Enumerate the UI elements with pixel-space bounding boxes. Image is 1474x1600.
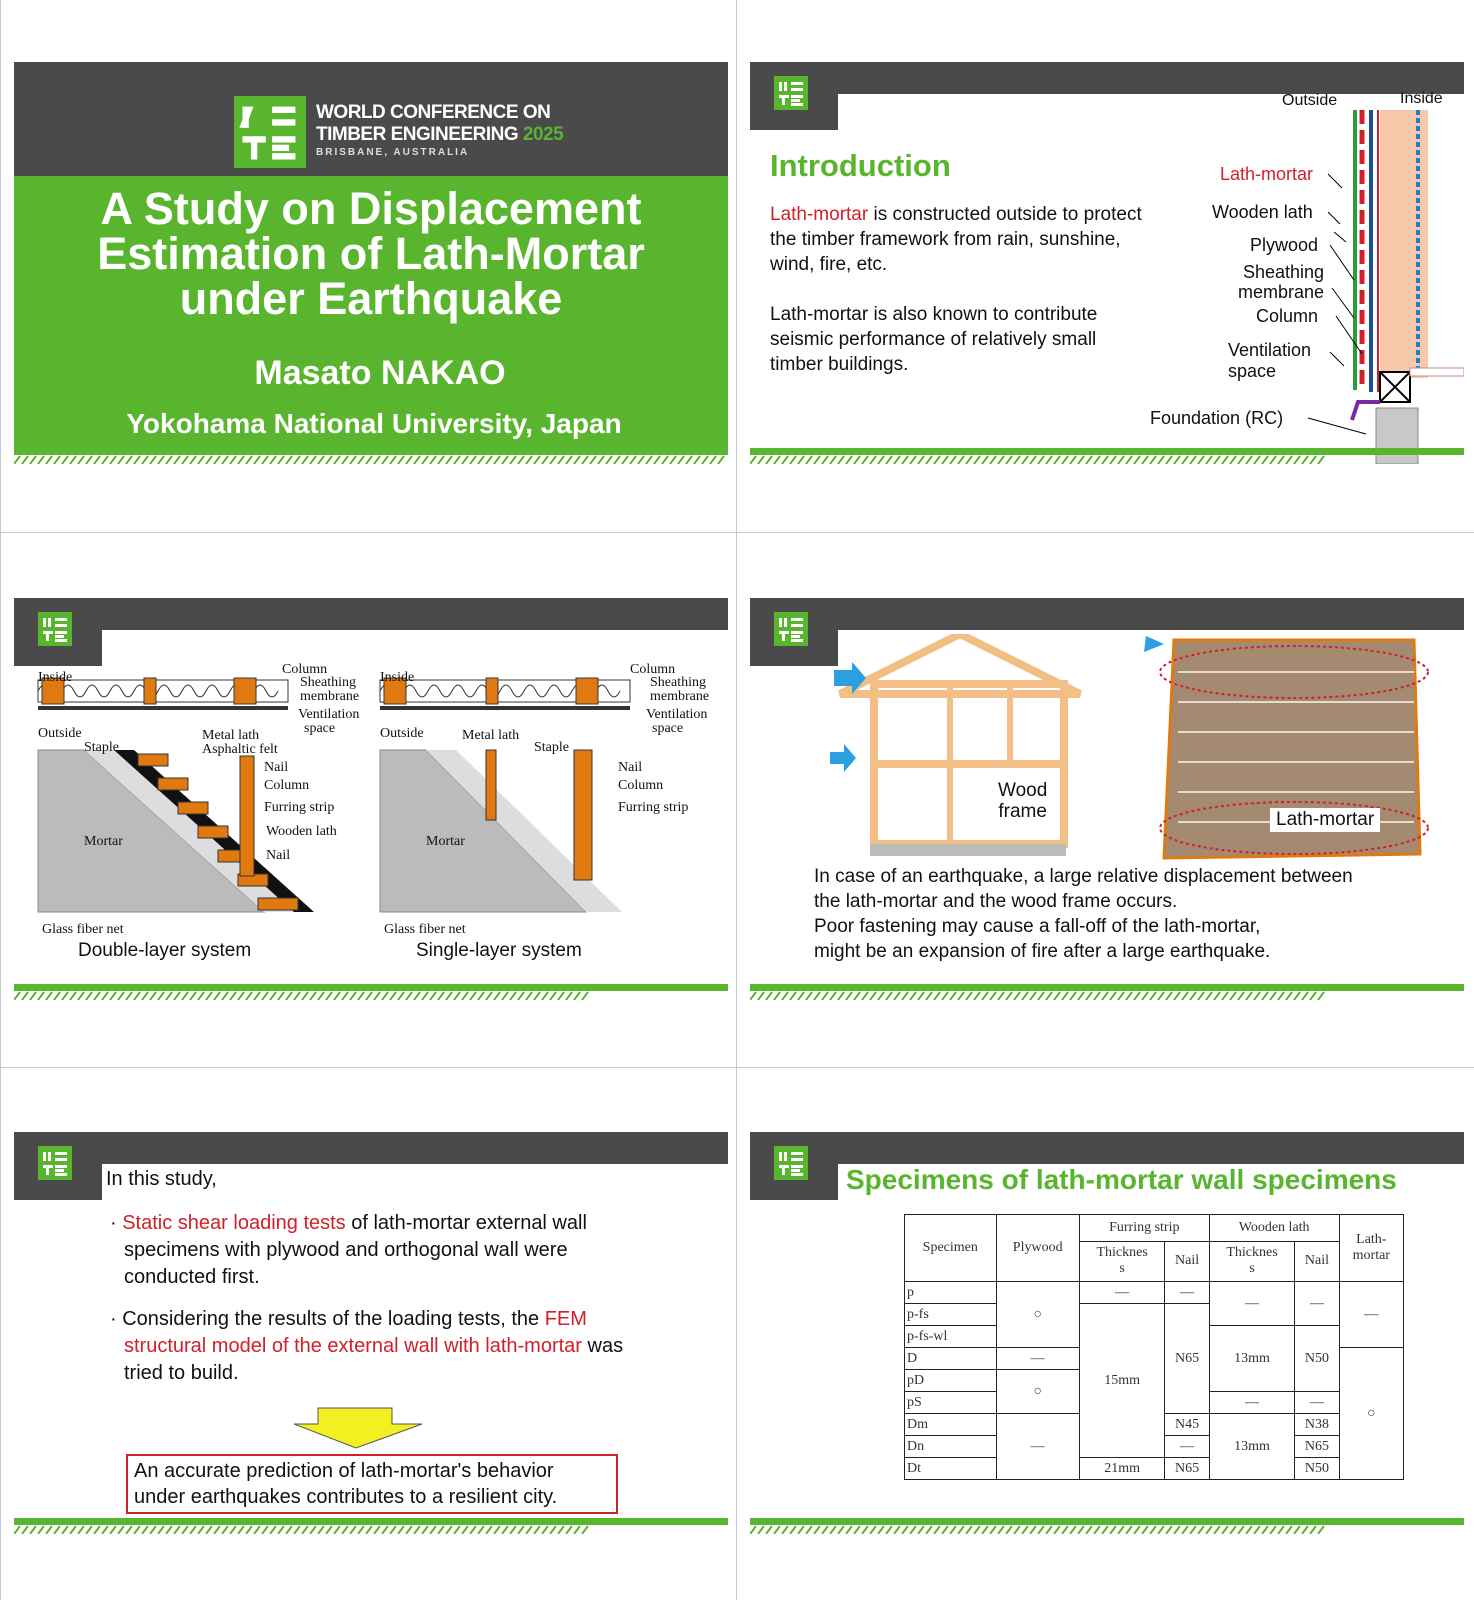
- ss-ventilation: Ventilation space: [646, 707, 708, 736]
- ss-nail: Nail: [618, 760, 643, 775]
- ds-outside: Outside: [38, 726, 82, 741]
- ds-metal-lath: Metal lath: [202, 728, 260, 743]
- label-foundation: Foundation (RC): [1150, 408, 1284, 428]
- ss-glass-fiber-net: Glass fiber net: [384, 922, 466, 937]
- ds-wooden-lath: Wooden lath: [266, 824, 337, 839]
- header-wl-nail: Nail: [1295, 1241, 1339, 1281]
- label-lath-mortar: Lath-mortar: [1220, 164, 1314, 184]
- conference-logo: [234, 96, 306, 168]
- study-intro: In this study,: [106, 1168, 217, 1190]
- ds-caption: Double-layer system: [78, 940, 252, 961]
- ds-column: Column: [282, 662, 328, 677]
- double-layer-diagram: [34, 666, 374, 928]
- wcte-logo-icon: [774, 612, 808, 646]
- conference-name-line2: [316, 124, 563, 146]
- ds-ventilation: Ventilation space: [298, 707, 360, 736]
- single-layer-diagram: [376, 666, 716, 928]
- label-outside: Outside: [1282, 92, 1338, 109]
- title-line-2: Estimation of Lath-Mortar: [97, 228, 645, 279]
- slide-footer-stripe: [750, 448, 1464, 464]
- conference-name-text: TIMBER ENGINEERING: [316, 124, 519, 145]
- ds-mortar: Mortar: [84, 834, 123, 849]
- header-wl-thickness: Thicknes s: [1209, 1241, 1295, 1281]
- slide-logo-box: [750, 598, 838, 666]
- ds-inside: Inside: [38, 670, 73, 685]
- slide-footer-stripe: [750, 1518, 1464, 1534]
- label-wood-frame: Wood frame: [998, 780, 1048, 822]
- earthquake-explanation: In case of an earthquake, a large relative displacement between the lath-mortar and the wood frame occurs. Poor fastening may cause a fall-off of the lath-mortar, might be an expansion of fire after a large earthquake.: [814, 866, 1353, 962]
- para2-line2: seismic performance of relatively small: [770, 329, 1097, 350]
- header-fs-thickness: Thicknes s: [1079, 1241, 1165, 1281]
- slide-top-bar: [750, 1132, 1464, 1164]
- header-furring-strip: Furring strip: [1079, 1215, 1209, 1242]
- conference-name-line1: WORLD CONFERENCE ON: [316, 102, 551, 123]
- ds-column-2: Column: [264, 778, 310, 793]
- ss-sheathing: Sheathing membrane: [650, 675, 710, 704]
- table-row: p-fs 15mm N65: [905, 1304, 1404, 1326]
- ss-caption: Single-layer system: [416, 940, 582, 961]
- slide-top-bar: [14, 1132, 728, 1164]
- label-inside: Inside: [1400, 90, 1443, 107]
- ds-nail-2: Nail: [266, 848, 291, 863]
- para1-line1: is constructed outside to protect: [868, 204, 1142, 225]
- para2-line3: timber buildings.: [770, 354, 909, 375]
- wood-frame-diagram: [830, 634, 1110, 864]
- slide-logo-box: [750, 1132, 838, 1200]
- para1-line3: wind, fire, etc.: [770, 254, 888, 275]
- page-divider-row2: [0, 1067, 1474, 1068]
- lath-mortar-deformation-diagram: [1134, 632, 1434, 872]
- slide-top-bar: [750, 598, 1464, 630]
- slide-earthquake-behavior: [750, 598, 1464, 1000]
- label-wooden-lath: Wooden lath: [1212, 202, 1313, 222]
- slide-introduction: [750, 62, 1464, 464]
- page-divider-vertical: [736, 0, 737, 1600]
- wcte-logo-icon: [774, 1146, 808, 1180]
- slide-title-text: [14, 183, 728, 324]
- wcte-logo-icon: [38, 1146, 72, 1180]
- slide-top-bar: [14, 598, 728, 630]
- ss-mortar: Mortar: [426, 834, 465, 849]
- table-row: pD ○: [905, 1370, 1404, 1392]
- slide-footer-stripe: [14, 984, 728, 1000]
- header-fs-nail: Nail: [1165, 1241, 1209, 1281]
- slide-footer-stripe: [14, 1518, 728, 1534]
- table-header-row-1: [905, 1215, 1404, 1242]
- ds-furring-strip: Furring strip: [264, 800, 335, 815]
- slide-title: [14, 62, 728, 464]
- ss-column: Column: [630, 662, 676, 677]
- header-wooden-lath: Wooden lath: [1209, 1215, 1339, 1242]
- slide-heading: Introduction: [770, 148, 951, 183]
- page-border-left: [0, 0, 1, 1600]
- lath-mortar-highlight: Lath-mortar: [770, 204, 869, 225]
- label-sheathing-membrane: Sheathing membrane: [1238, 262, 1325, 302]
- label-plywood: Plywood: [1250, 235, 1319, 255]
- slide-logo-box: [14, 1132, 102, 1200]
- slide-study-scope: [14, 1132, 728, 1534]
- ss-outside: Outside: [380, 726, 424, 741]
- table-row: pS — —: [905, 1392, 1404, 1414]
- author-affiliation: Yokohama National University, Japan: [126, 408, 622, 439]
- ds-sheathing: Sheathing membrane: [300, 675, 360, 704]
- specimens-table: [904, 1214, 1404, 1480]
- title-line-1: A Study on Displacement: [100, 183, 642, 234]
- wcte-logo-icon: [234, 96, 306, 168]
- para2-line1: Lath-mortar is also known to contribute: [770, 304, 1098, 325]
- label-ventilation-space: Ventilation space: [1228, 340, 1312, 381]
- table-row: p-fs-wl 13mm N50: [905, 1326, 1404, 1348]
- slide-lath-systems: [14, 598, 728, 1000]
- conference-year: 2025: [522, 124, 564, 145]
- ss-staple: Staple: [534, 740, 569, 755]
- down-arrow-icon: [294, 1406, 424, 1450]
- ds-glass-fiber-net: Glass fiber net: [42, 922, 124, 937]
- slide-heading: Specimens of lath-mortar wall specimens: [846, 1164, 1397, 1195]
- page-divider-row1: [0, 532, 1474, 533]
- bullet-1: · Static shear loading tests of lath-mortar external wall specimens with plywood and orthogonal wall were conducted first.: [110, 1212, 587, 1288]
- ss-metal-lath: Metal lath: [462, 728, 520, 743]
- bullet-2: · Considering the results of the loading tests, the FEM structural model of the external wall with lath-mortar was tried to build.: [110, 1308, 624, 1384]
- label-lath-mortar: Lath-mortar: [1270, 808, 1380, 832]
- conclusion-box: An accurate prediction of lath-mortar's behavior under earthquakes contributes to a resilient city.: [126, 1454, 618, 1514]
- label-leader-lines: [750, 62, 1464, 464]
- ss-furring-strip: Furring strip: [618, 800, 689, 815]
- ds-asphaltic-felt: Asphaltic felt: [202, 742, 278, 757]
- wcte-logo-icon: [38, 612, 72, 646]
- slide-specimens: [750, 1132, 1464, 1534]
- table-row: Dm — N45 13mm N38: [905, 1414, 1404, 1436]
- header-specimen: Specimen: [905, 1215, 997, 1282]
- label-column: Column: [1256, 306, 1319, 326]
- conference-location: BRISBANE, AUSTRALIA: [316, 147, 470, 158]
- table-row: p ○ — — — — —: [905, 1282, 1404, 1304]
- table-row: D — ○: [905, 1348, 1404, 1370]
- table-row: Dn — N65: [905, 1436, 1404, 1458]
- header-plywood: Plywood: [996, 1215, 1079, 1282]
- author-name: Masato NAKAO: [254, 354, 506, 392]
- slide-logo-box: [14, 598, 102, 666]
- para1-line2: the timber framework from rain, sunshine,: [770, 229, 1121, 250]
- ds-nail: Nail: [264, 760, 289, 775]
- slide-footer-stripe: [14, 448, 728, 464]
- slide-footer-stripe: [750, 984, 1464, 1000]
- ss-column-2: Column: [618, 778, 664, 793]
- title-line-3: under Earthquake: [179, 273, 563, 324]
- ds-staple: Staple: [84, 740, 119, 755]
- ss-inside: Inside: [380, 670, 415, 685]
- header-lath-mortar: Lath- mortar: [1339, 1215, 1403, 1282]
- table-row: Dt 21mm N65 N50: [905, 1458, 1404, 1480]
